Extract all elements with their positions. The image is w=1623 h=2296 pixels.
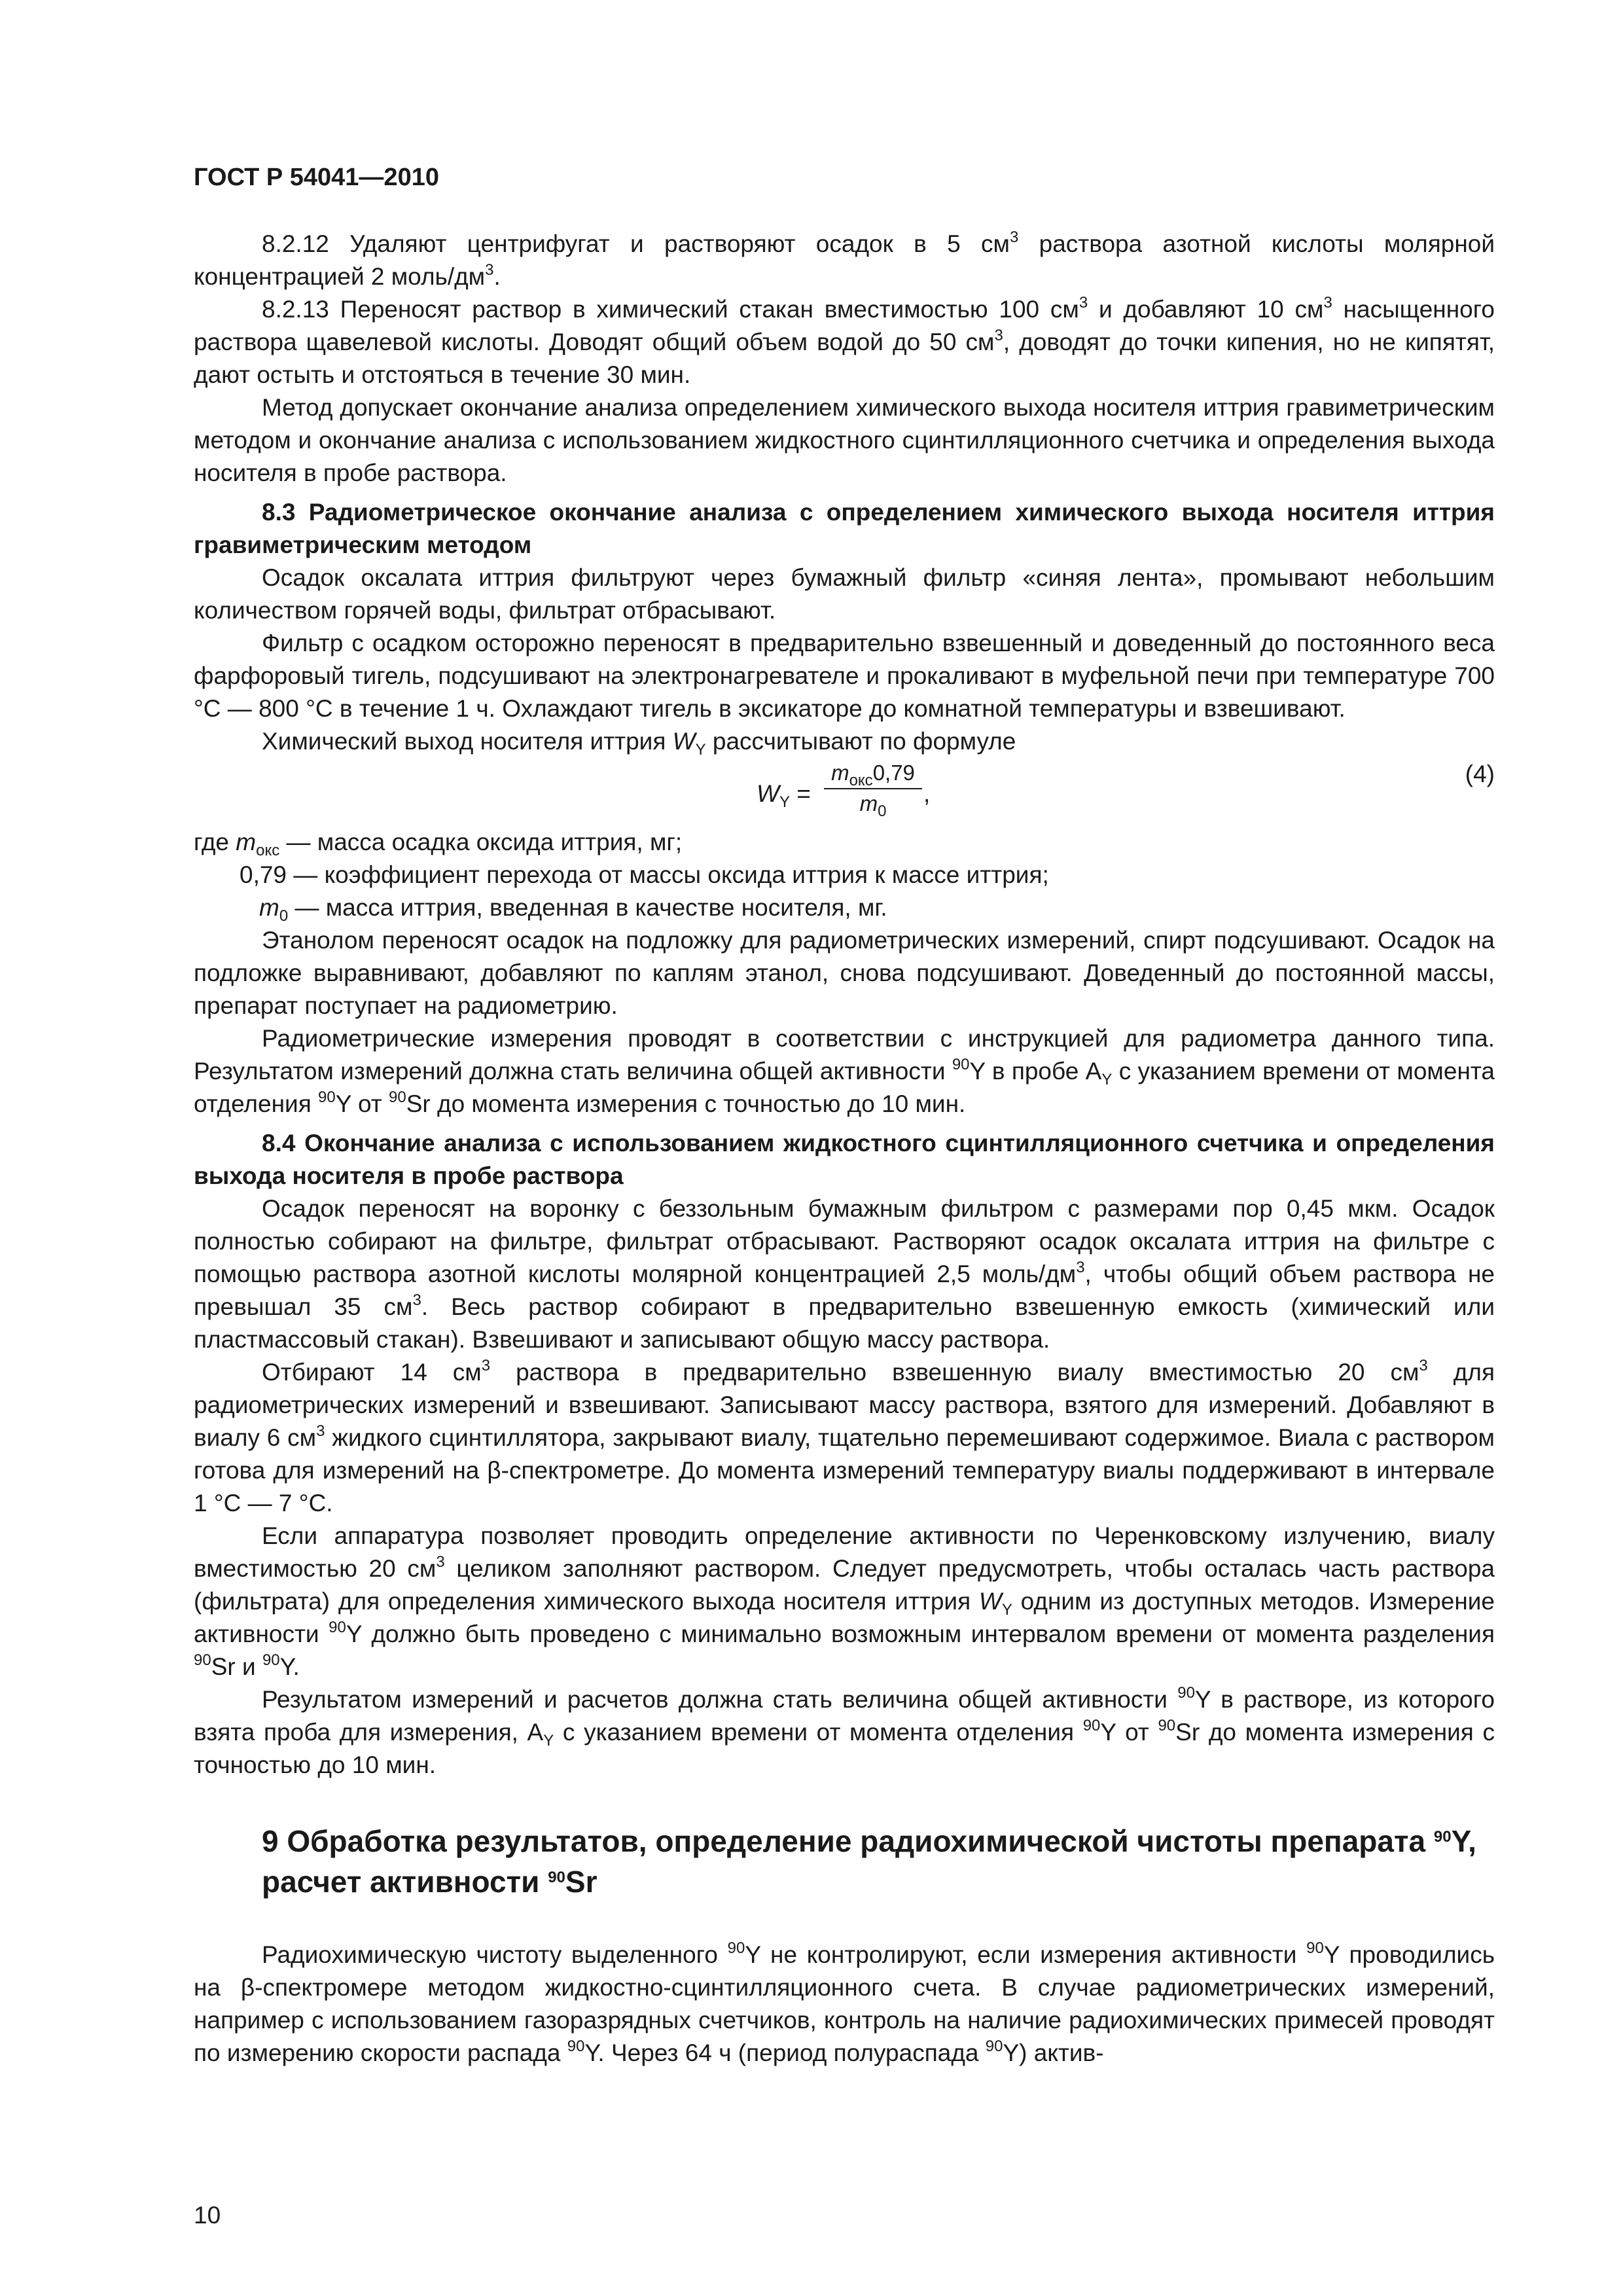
formula-fraction (824, 758, 922, 818)
section-heading-8-4: 8.4 Окончание анализа с использованием жидкостного сцинтилляционного счетчика и определения выхода носителя в пробе раствора (194, 1130, 1495, 1189)
paragraph-result-activity: Результатом измерений и расчетов должна стать величина общей активности $^{90}$Y в растворе, из которого взята проба для измерения, $A_Y$ с указанием времени от момента отделения $^{90}$Y от $^{90}$Sr до момента измерения с точностью до 10 мин. (194, 1684, 1495, 1778)
page-number: 10 (194, 2202, 221, 2229)
paragraph-cherenkov: Если аппаратура позволяет проводить определение активности по Черенковскому излучению, виалу вместимостью 20 $см^3$ целиком заполняют раствором. Следует предусмотреть, чтобы осталась часть раствора (фильтрата) для определения химического выхода носителя иттрия $W_Y$ одним из доступных методов. Измерение активности $^{90}$Y должно быть проведено с минимально возможным интервалом времени от момента разделения $^{90}$Sr и $^{90}$Y. (194, 1522, 1495, 1680)
where-line-m-oks: где $m_{окс}$ — масса осадка оксида иттрия, мг; (194, 829, 683, 859)
document-body (194, 228, 1495, 2070)
paragraph-vial: Отбирают 14 $см^3$ раствора в предварительно взвешенную виалу вместимостью 20 $см^3$ для радиометрических измерений и взвешивают. Записывают массу раствора, взятого для измерений. Добавляют в виалу 6 $см^3$ жидкого сцинтиллятора, закрывают виалу, тщательно перемешивают содержимое. Виала с раствором готова для измерений на β-спектрометре. До момента измерений температуру виалы поддерживают в интервале 1 °С — 7 °С. (194, 1357, 1495, 1516)
paragraph-method-options: Метод допускает окончание анализа определением химического выхода носителя иттрия гравиметрическим методом и окончание анализа с использованием жидкостного сцинтилляционного счетчика и определения выхода носителя в пробе раствора. (194, 394, 1495, 486)
paragraph-ethanol: Этанолом переносят осадок на подложку для радиометрических измерений, спирт подсушивают. Осадок на подложке выравнивают, добавляют по каплям этанол, снова подсушивают. Доведенный до постоянной массы, препарат поступает на радиометрию. (194, 927, 1495, 1019)
formula-number: (4) (1465, 761, 1495, 787)
section-heading-9: 9 Обработка результатов, определение радиохимической чистоты препарата $^{90}$Y, расчет активности $^{90}$Sr (262, 1824, 1476, 1899)
paragraph-8-2-12: 8.2.12 Удаляют центрифугат и растворяют осадок в 5 $см^3$ раствора азотной кислоты молярной концентрацией 2 моль/$дм^3$. (194, 228, 1495, 290)
formula-lhs: $W_Y$ = (757, 780, 811, 811)
where-line-coefficient: 0,79 — коэффициент перехода от массы оксида иттрия к массе иттрия; (240, 861, 1049, 888)
paragraph-yield-intro: Химический выход носителя иттрия $W_Y$ рассчитывают по формуле (262, 728, 1016, 759)
paragraph-filter-oxalate: Осадок оксалата иттрия фильтруют через бумажный фильтр «синяя лента», промывают небольшим количеством горячей воды, фильтрат отбрасывают. (194, 564, 1495, 624)
paragraph-funnel-filter: Осадок переносят на воронку с беззольным бумажным фильтром с размерами пор 0,45 мкм. Осадок полностью собирают на фильтре, фильтрат отбрасывают. Растворяют осадок оксалата иттрия на фильтре с помощью раствора азотной кислоты молярной концентрацией 2,5 моль/$дм^3$, чтобы общий объем раствора не превышал 35 $см^3$. Весь раствор собирают в предварительно взвешенную емкость (химический или пластмассовый стакан). Взвешивают и записывают общую массу раствора. (194, 1195, 1495, 1353)
paragraph-8-2-13: 8.2.13 Переносят раствор в химический стакан вместимостью 100 $см^3$ и добавляют 10 $см^3$ насыщенного раствора щавелевой кислоты. Доводят общий объем водой до 50 $см^3$, доводят до точки кипения, но не кипятят, дают остыть и отстояться в течение 30 мин. (194, 294, 1495, 388)
paragraph-crucible: Фильтр с осадком осторожно переносят в предварительно взвешенный и доведенный до постоянного веса фарфоровый тигель, подсушивают на электронагревателе и прокаливают в муфельной печи при температуре 700 °С — 800 °С в течение 1 ч. Охлаждают тигель в эксикаторе до комнатной температуры и взвешивают. (194, 630, 1495, 722)
formula-denominator: $m_0$ (859, 791, 887, 820)
formula-4 (194, 758, 1495, 826)
paragraph-radiochemical-purity: Радиохимическую чистоту выделенного $^{90}$Y не контролируют, если измерения активности $^{90}$Y проводились на β-спектромере методом жидкостно-сцинтилляционного счета. В случае радиометрических измерений, например с использованием газоразрядных счетчиков, контроль на наличие радиохимических примесей проводят по измерению скорости распада $^{90}$Y. Через 64 ч (период полураспада $^{90}$Y) актив- (194, 1939, 1495, 2066)
section-heading-8-3: 8.3 Радиометрическое окончание анализа с определением химического выхода носителя иттрия гравиметрическим методом (194, 499, 1495, 558)
where-line-m0: $m_0$ — масса иттрия, введенная в качестве носителя, мг. (259, 894, 887, 925)
formula-comma: , (923, 780, 931, 807)
formula-numerator: $m_{окс}0,79$ (824, 758, 922, 789)
document-header: ГОСТ Р 54041—2010 (194, 164, 439, 191)
paragraph-radiometric-measurements: Радиометрические измерения проводят в соответствии с инструкцией для радиометра данного типа. Результатом измерений должна стать величина общей активности $^{90}$Y в пробе $A_Y$ с указанием времени от момента отделения $^{90}$Y от $^{90}$Sr до момента измерения с точностью до 10 мин. (194, 1025, 1495, 1117)
